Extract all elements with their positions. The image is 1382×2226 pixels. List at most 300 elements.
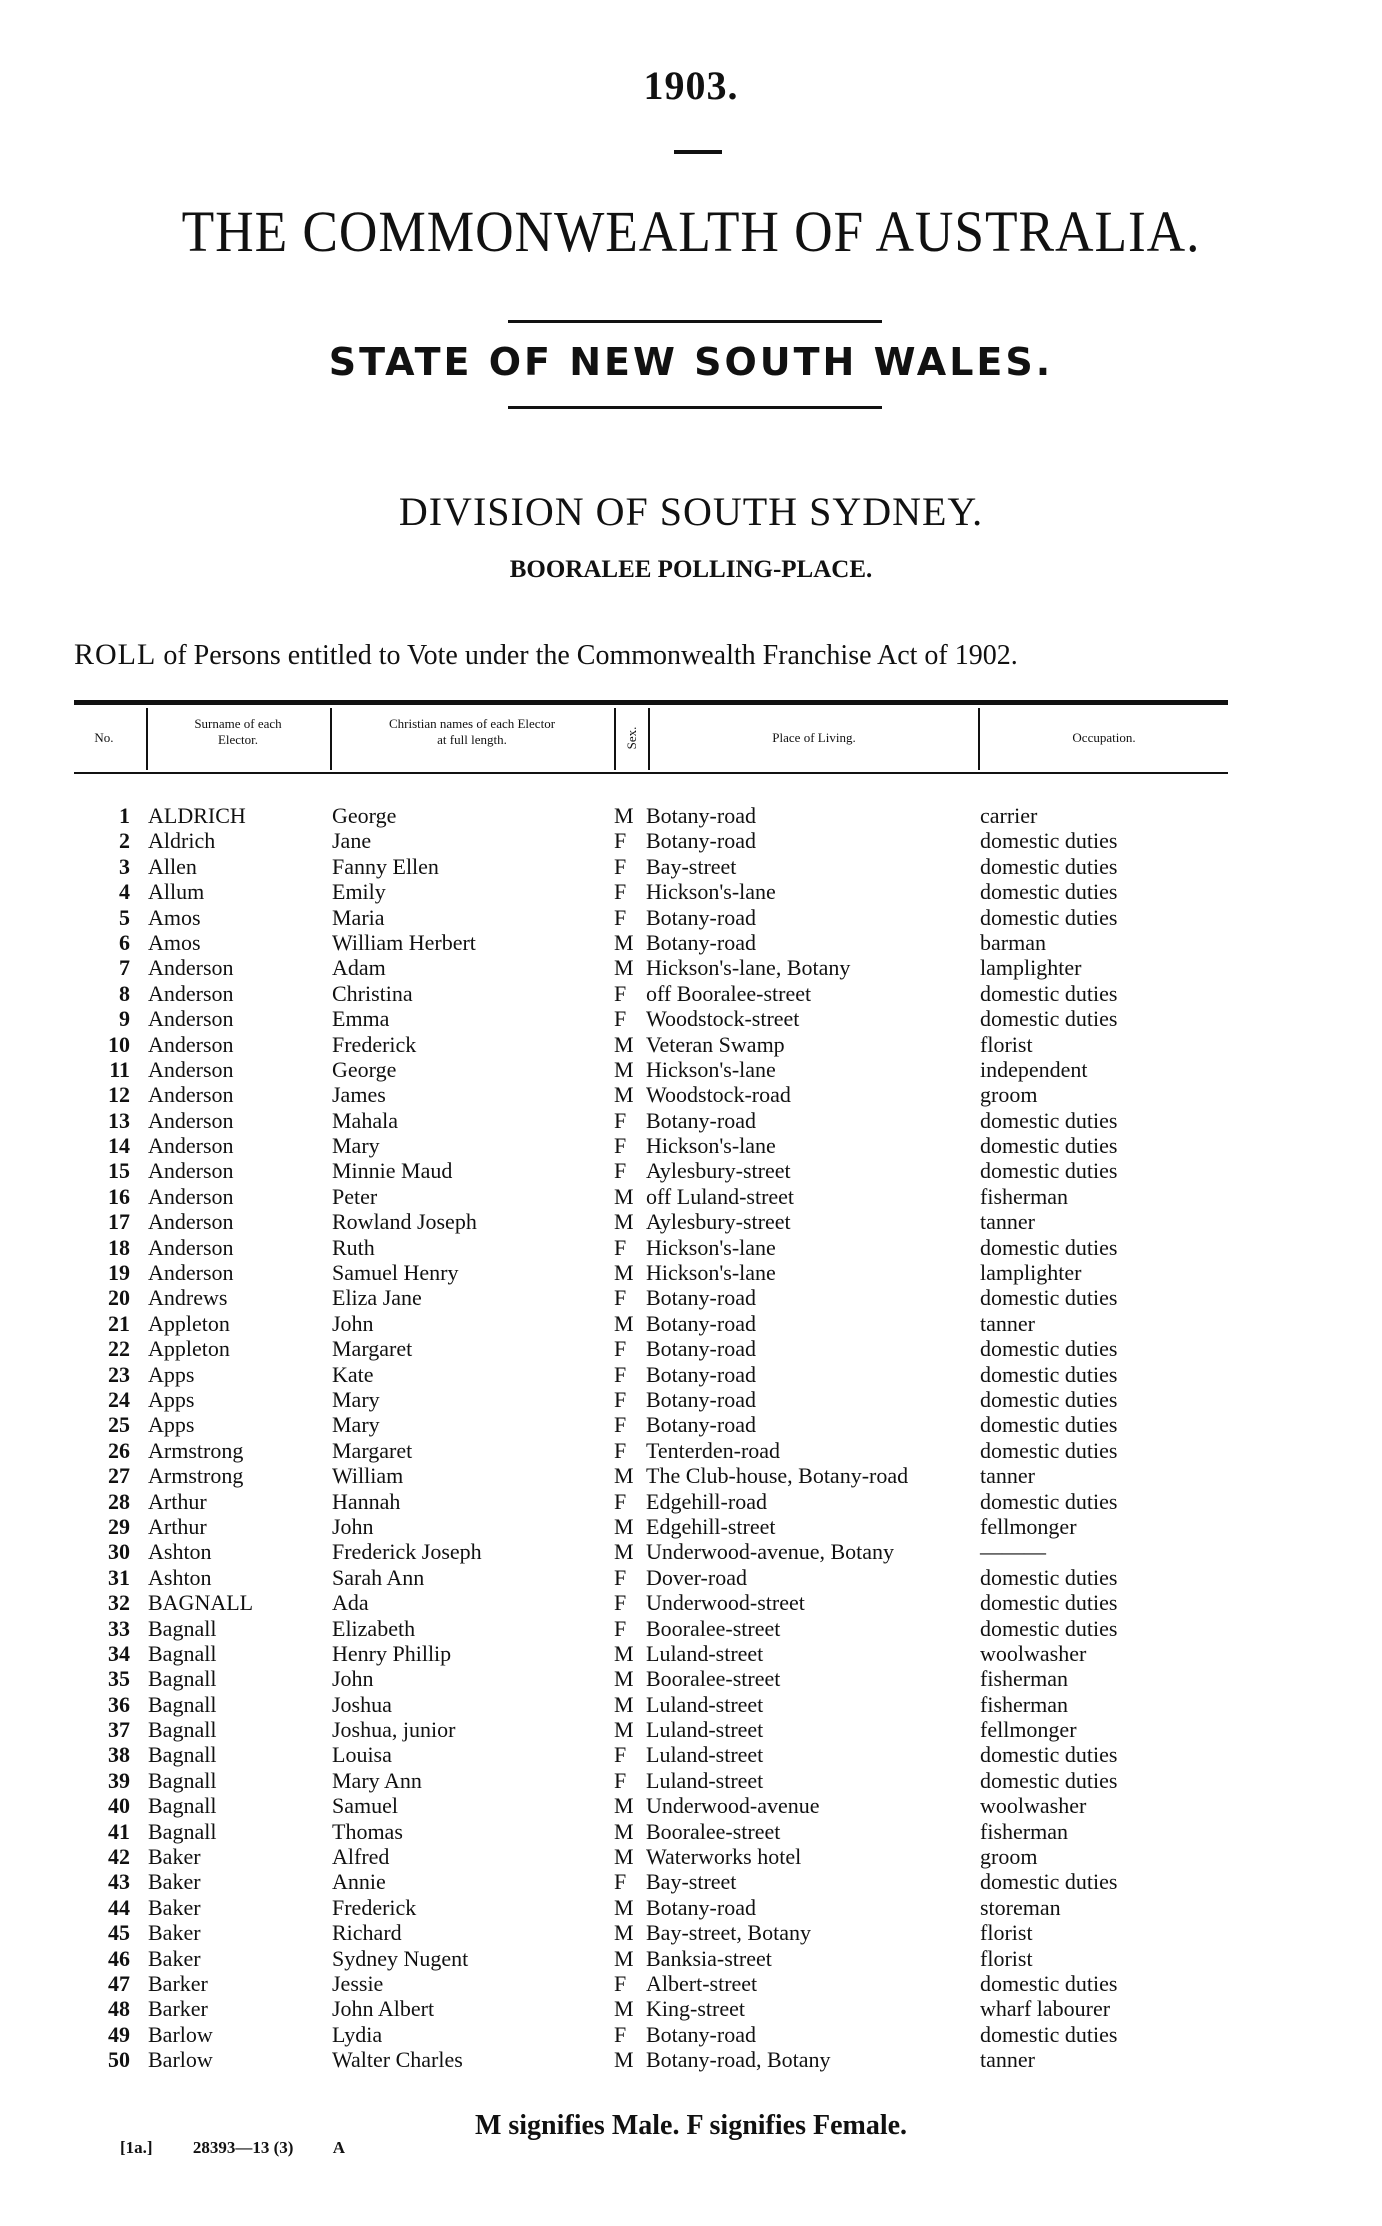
cell-no: 1 [119,803,130,828]
cell-no: 36 [108,1691,130,1717]
cell-occupation: domestic duties [980,1412,1118,1438]
cell-sex: F [614,1564,627,1590]
table-row [0,2047,1382,2072]
cell-sex: F [614,1488,627,1514]
cell-place: Botany-road [646,1107,756,1133]
cell-surname: Allen [148,853,197,879]
cell-no: 13 [108,1107,130,1133]
cell-no: 43 [108,1869,130,1895]
roll-text: of Persons entitled to Vote under the Commonwealth Franchise Act of 1902. [163,640,1018,671]
cell-sex: M [614,1691,634,1717]
col-divider [146,708,148,770]
cell-no: 7 [119,955,130,981]
cell-occupation: domestic duties [980,1767,1118,1793]
cell-sex: F [614,1361,627,1387]
cell-christian: John [332,1310,374,1336]
cell-no: 28 [108,1488,130,1514]
cell-surname: Armstrong [148,1463,244,1489]
cell-occupation: fisherman [980,1666,1068,1692]
cell-surname: Anderson [148,1260,234,1286]
cell-place: Tenterden-road [646,1437,781,1463]
table-row [0,1692,1382,1717]
table-row [0,1565,1382,1590]
cell-no: 18 [108,1234,130,1260]
cell-place: Booralee-street [646,1818,781,1844]
cell-place: Luland-street [646,1767,764,1793]
cell-surname: Anderson [148,1056,234,1082]
division-heading: DIVISION OF SOUTH SYDNEY. [398,489,984,534]
cell-place: Botany-road [646,1336,756,1362]
polling-place: BOORALEE POLLING-PLACE. [509,556,873,583]
cell-surname: BAGNALL [148,1590,254,1616]
cell-surname: Bagnall [148,1793,217,1819]
cell-christian: Elizabeth [332,1615,416,1641]
cell-no: 10 [108,1031,130,1057]
cell-christian: Sydney Nugent [332,1945,469,1971]
cell-christian: James [332,1082,386,1108]
cell-occupation: woolwasher [980,1793,1087,1819]
cell-christian: Fanny Ellen [332,853,439,879]
cell-sex: M [614,1945,634,1971]
cell-no: 2 [119,828,130,854]
cell-place: Hickson's-lane [646,1260,776,1286]
cell-sex: M [614,1260,634,1286]
table-row [0,803,1382,828]
cell-surname: Anderson [148,980,234,1006]
cell-place: Botany-road [646,828,756,854]
cell-occupation: fellmonger [980,1717,1077,1743]
col-header-sex: Sex. [624,726,639,750]
table-row [0,1057,1382,1082]
table-row [0,1260,1382,1285]
cell-place: The Club-house, Botany-road [646,1463,909,1489]
cell-surname: Arthur [148,1488,207,1514]
table-row [0,1158,1382,1183]
cell-sex: M [614,1818,634,1844]
cell-occupation: domestic duties [980,904,1118,930]
cell-surname: Bagnall [148,1666,217,1692]
cell-christian: Minnie Maud [332,1158,453,1184]
footer-code: [1a.] [120,2138,153,2157]
cell-sex: F [614,2021,627,2047]
cell-occupation: domestic duties [980,1742,1118,1768]
cell-sex: M [614,803,634,828]
cell-occupation: domestic duties [980,1488,1118,1514]
cell-christian: Samuel [332,1793,398,1819]
page-title: THE COMMONWEALTH OF AUSTRALIA. [181,199,1201,264]
cell-place: Luland-street [646,1717,764,1743]
cell-christian: George [332,803,397,828]
table-row [0,1285,1382,1310]
table-row [0,905,1382,930]
cell-no: 15 [108,1158,130,1184]
cell-place: Botany-road [646,929,756,955]
cell-christian: Mary [332,1412,380,1438]
cell-surname: Baker [148,1844,201,1870]
col-divider [648,708,650,770]
table-row [0,955,1382,980]
cell-place: Edgehill-street [646,1513,776,1539]
cell-no: 40 [108,1793,130,1819]
cell-occupation: wharf labourer [980,1996,1111,2022]
cell-surname: Baker [148,1869,201,1895]
table-row [0,2022,1382,2047]
table-row [0,1235,1382,1260]
cell-surname: Amos [148,929,201,955]
table-row [0,1514,1382,1539]
elector-table [0,803,1382,2073]
cell-occupation: domestic duties [980,1437,1118,1463]
cell-sex: F [614,1107,627,1133]
table-row [0,1336,1382,1361]
cell-occupation: groom [980,1844,1038,1870]
cell-sex: M [614,1310,634,1336]
cell-occupation: domestic duties [980,1133,1118,1159]
cell-occupation: domestic duties [980,1869,1118,1895]
cell-sex: F [614,1742,627,1768]
cell-no: 12 [108,1082,130,1108]
cell-occupation: storeman [980,1894,1061,1920]
cell-no: 29 [108,1513,130,1539]
cell-sex: M [614,1844,634,1870]
table-row [0,1971,1382,1996]
cell-occupation: fisherman [980,1691,1068,1717]
cell-surname: Barlow [148,2021,213,2047]
table-row [0,1616,1382,1641]
cell-occupation: domestic duties [980,2021,1118,2047]
cell-christian: Mary Ann [332,1767,422,1793]
roll-statement [74,638,1228,672]
cell-place: Albert-street [646,1970,758,1996]
cell-place: Botany-road [646,803,756,828]
table-row [0,1463,1382,1488]
cell-sex: F [614,1006,627,1032]
cell-christian: Maria [332,904,385,930]
cell-no: 44 [108,1894,130,1920]
cell-christian: Thomas [332,1818,403,1844]
cell-occupation: domestic duties [980,1590,1118,1616]
cell-surname: Arthur [148,1513,207,1539]
cell-surname: Baker [148,1920,201,1946]
cell-sex: F [614,1590,627,1616]
cell-surname: Amos [148,904,201,930]
cell-christian: Joshua [332,1691,392,1717]
cell-surname: Apps [148,1386,195,1412]
cell-occupation: fellmonger [980,1513,1077,1539]
cell-occupation: woolwasher [980,1640,1087,1666]
cell-sex: F [614,1767,627,1793]
table-row [0,1844,1382,1869]
cell-christian: Peter [332,1183,378,1209]
table-row [0,981,1382,1006]
cell-place: Botany-road [646,1386,756,1412]
cell-christian: Mary [332,1386,380,1412]
cell-christian: Jane [332,828,372,854]
cell-place: Hickson's-lane [646,1056,776,1082]
cell-surname: Bagnall [148,1767,217,1793]
cell-no: 41 [108,1818,130,1844]
table-top-rule [74,700,1228,705]
footer-ref: 28393—13 (3) [192,2138,294,2157]
cell-christian: Walter Charles [332,2047,463,2073]
cell-place: Dover-road [646,1564,747,1590]
cell-occupation: tanner [980,1463,1035,1489]
cell-sex: F [614,853,627,879]
cell-surname: Armstrong [148,1437,244,1463]
cell-no: 39 [108,1767,130,1793]
cell-surname: Bagnall [148,1640,217,1666]
cell-sex: M [614,1793,634,1819]
cell-christian: Frederick [332,1894,417,1920]
cell-no: 48 [108,1996,130,2022]
cell-christian: Sarah Ann [332,1564,425,1590]
cell-christian: Adam [332,955,386,981]
table-row [0,1641,1382,1666]
cell-no: 31 [108,1564,130,1590]
cell-surname: Bagnall [148,1691,217,1717]
footer-letter: A [332,2138,345,2157]
cell-occupation: tanner [980,2047,1035,2073]
cell-occupation: groom [980,1082,1038,1108]
cell-occupation: domestic duties [980,1285,1118,1311]
cell-sex: M [614,1894,634,1920]
state-heading: STATE OF NEW SOUTH WALES. [328,340,1054,384]
table-row [0,1539,1382,1564]
cell-christian: Lydia [332,2021,383,2047]
table-row [0,828,1382,853]
cell-sex: M [614,1463,634,1489]
cell-place: Woodstock-road [646,1082,791,1108]
cell-sex: M [614,1539,634,1565]
cell-surname: Ashton [148,1539,212,1565]
cell-occupation: domestic duties [980,1361,1118,1387]
cell-occupation: carrier [980,803,1038,828]
cell-surname: Baker [148,1945,201,1971]
cell-occupation: domestic duties [980,1386,1118,1412]
cell-sex: M [614,1640,634,1666]
cell-surname: Anderson [148,1006,234,1032]
cell-christian: Frederick Joseph [332,1539,482,1565]
table-row [0,1133,1382,1158]
cell-place: Hickson's-lane, Botany [646,955,851,981]
table-row [0,1108,1382,1133]
cell-place: Hickson's-lane [646,1133,776,1159]
cell-place: Hickson's-lane [646,879,776,905]
cell-surname: Apps [148,1361,195,1387]
cell-christian: William [332,1463,404,1489]
cell-sex: M [614,1717,634,1743]
cell-place: Underwood-avenue, Botany [646,1539,895,1565]
cell-surname: Bagnall [148,1742,217,1768]
cell-place: Booralee-street [646,1615,781,1641]
cell-occupation: domestic duties [980,853,1118,879]
cell-surname: Appleton [148,1336,230,1362]
cell-surname: Aldrich [148,828,216,854]
cell-sex: F [614,1970,627,1996]
cell-christian: Samuel Henry [332,1260,459,1286]
cell-christian: Richard [332,1920,402,1946]
cell-no: 4 [119,879,130,905]
col-header-no: No. [94,730,114,745]
cell-christian: Hannah [332,1488,401,1514]
cell-place: Luland-street [646,1640,764,1666]
cell-place: Botany-road, Botany [646,2047,831,2073]
cell-no: 34 [108,1640,130,1666]
cell-surname: Andrews [148,1285,228,1311]
cell-no: 26 [108,1437,130,1463]
cell-surname: ALDRICH [148,803,246,828]
cell-christian: Christina [332,980,413,1006]
table-row [0,879,1382,904]
cell-sex: M [614,1666,634,1692]
cell-no: 20 [108,1285,130,1311]
cell-place: Booralee-street [646,1666,781,1692]
cell-occupation: ——— [980,1539,1046,1565]
cell-no: 24 [108,1386,130,1412]
cell-occupation: fisherman [980,1183,1068,1209]
table-row [0,1311,1382,1336]
cell-christian: Mary [332,1133,380,1159]
cell-no: 45 [108,1920,130,1946]
table-row [0,1742,1382,1767]
cell-christian: Margaret [332,1437,413,1463]
cell-occupation: florist [980,1920,1033,1946]
cell-christian: Alfred [332,1844,390,1870]
cell-no: 33 [108,1615,130,1641]
cell-sex: F [614,1234,627,1260]
cell-surname: Apps [148,1412,195,1438]
cell-place: Bay-street [646,1869,737,1895]
cell-occupation: domestic duties [980,1158,1118,1184]
cell-occupation: domestic duties [980,1234,1118,1260]
cell-sex: F [614,1285,627,1311]
cell-surname: Barlow [148,2047,213,2073]
cell-sex: M [614,1996,634,2022]
cell-christian: Kate [332,1361,374,1387]
cell-christian: Margaret [332,1336,413,1362]
cell-no: 30 [108,1539,130,1565]
cell-sex: F [614,1158,627,1184]
cell-occupation: domestic duties [980,1107,1118,1133]
cell-place: Veteran Swamp [646,1031,785,1057]
cell-surname: Anderson [148,1133,234,1159]
cell-sex: M [614,1082,634,1108]
cell-surname: Anderson [148,1183,234,1209]
cell-no: 32 [108,1590,130,1616]
cell-surname: Anderson [148,1234,234,1260]
cell-no: 11 [109,1056,130,1082]
cell-sex: M [614,1031,634,1057]
cell-place: Luland-street [646,1691,764,1717]
col-header-surname: Surname of each Elector. [194,716,282,747]
cell-sex: F [614,1386,627,1412]
col-divider [614,708,616,770]
cell-sex: F [614,828,627,854]
cell-no: 35 [108,1666,130,1692]
col-header-place: Place of Living. [772,730,856,745]
cell-no: 49 [108,2021,130,2047]
cell-place: Botany-road [646,2021,756,2047]
cell-no: 25 [108,1412,130,1438]
cell-christian: Jessie [332,1970,384,1996]
table-row [0,1666,1382,1691]
cell-occupation: lamplighter [980,955,1082,981]
cell-sex: F [614,1437,627,1463]
cell-occupation: independent [980,1056,1088,1082]
cell-christian: Ada [332,1590,369,1616]
cell-sex: M [614,1920,634,1946]
cell-occupation: domestic duties [980,879,1118,905]
cell-occupation: fisherman [980,1818,1068,1844]
cell-surname: Anderson [148,1082,234,1108]
cell-surname: Ashton [148,1564,212,1590]
table-header-rule [74,772,1228,774]
cell-christian: Rowland Joseph [332,1209,477,1235]
cell-no: 9 [119,1006,130,1032]
cell-sex: F [614,904,627,930]
cell-christian: Henry Phillip [332,1640,452,1666]
cell-occupation: domestic duties [980,1564,1118,1590]
cell-place: Botany-road [646,1361,756,1387]
cell-place: Banksia-street [646,1945,772,1971]
table-row [0,1032,1382,1057]
cell-sex: M [614,955,634,981]
col-divider [978,708,980,770]
cell-place: Botany-road [646,1412,756,1438]
cell-occupation: domestic duties [980,1006,1118,1032]
cell-sex: F [614,1133,627,1159]
cell-sex: F [614,980,627,1006]
sex-legend: M signifies Male. F signifies Female. [474,2110,908,2141]
cell-occupation: barman [980,929,1046,955]
table-row [0,1590,1382,1615]
cell-place: off Luland-street [646,1183,795,1209]
cell-no: 47 [108,1970,130,1996]
table-row [0,1082,1382,1107]
cell-christian: Joshua, junior [332,1717,456,1743]
cell-no: 37 [108,1717,130,1743]
cell-occupation: domestic duties [980,828,1118,854]
cell-no: 42 [108,1844,130,1870]
cell-sex: F [614,1869,627,1895]
cell-place: Botany-road [646,1285,756,1311]
cell-place: Underwood-avenue [646,1793,820,1819]
cell-place: Bay-street, Botany [646,1920,811,1946]
cell-sex: M [614,2047,634,2073]
cell-surname: Anderson [148,1209,234,1235]
table-row [0,930,1382,955]
table-row [0,1717,1382,1742]
cell-surname: Anderson [148,1158,234,1184]
table-row [0,1819,1382,1844]
cell-place: off Booralee-street [646,980,812,1006]
cell-surname: Bagnall [148,1717,217,1743]
cell-no: 6 [119,929,130,955]
cell-sex: M [614,929,634,955]
cell-sex: F [614,879,627,905]
cell-surname: Allum [148,879,205,905]
cell-christian: John Albert [332,1996,435,2022]
cell-surname: Anderson [148,955,234,981]
year: 1903. [643,63,739,108]
cell-sex: M [614,1513,634,1539]
cell-christian: Louisa [332,1742,392,1768]
cell-christian: Emma [332,1006,390,1032]
col-header-occupation: Occupation. [1072,730,1136,745]
table-row [0,1996,1382,2021]
table-row [0,1793,1382,1818]
cell-place: Hickson's-lane [646,1234,776,1260]
